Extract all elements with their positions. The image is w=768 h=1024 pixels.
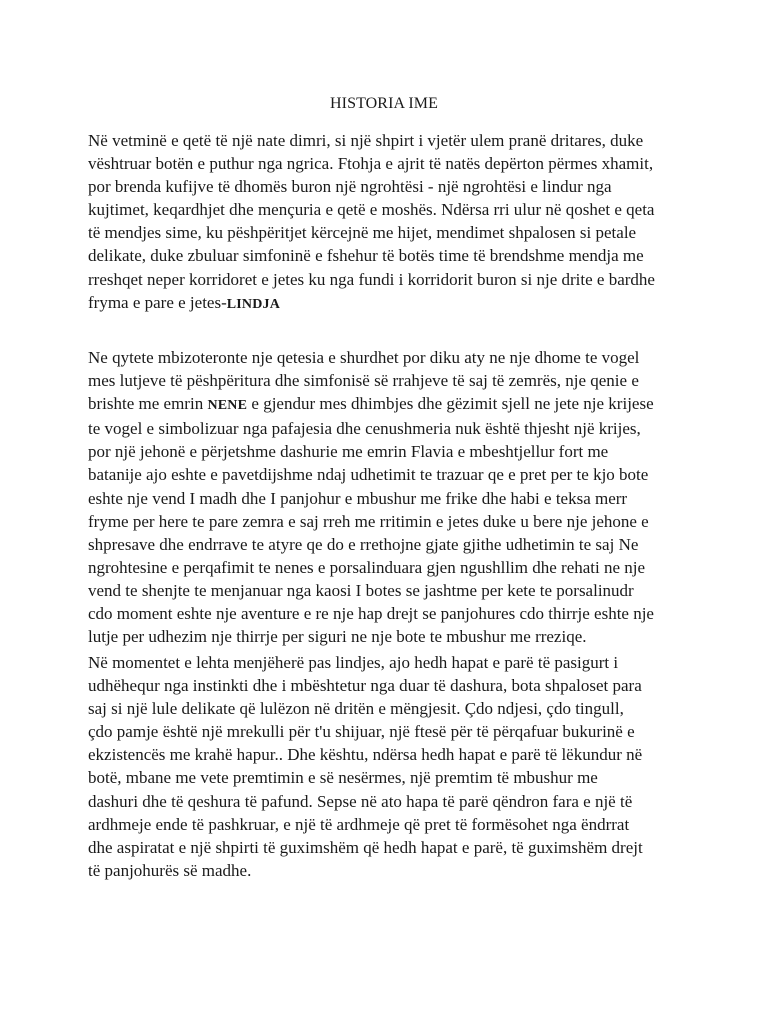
text-line: vështruar botën e puthur nga ngrica. Ftohja e ajrit të natës depërton përmes xhamit, (88, 154, 654, 174)
paragraph-3 (88, 651, 674, 882)
text-line: batanije ajo eshte e pavetdijshme ndaj udhetimit te trazuar qe e pret per te kjo bote (88, 465, 649, 485)
text-line: por brenda kufijve të dhomës buron një ngrohtësi - një ngrohtësi e lindur nga (88, 177, 612, 197)
text-line: fryme per here te pare zemra e saj rreh me rritimin e jetes duke u bere nje jehone e (88, 511, 649, 531)
text-line: mes lutjeve të pëshpëritura dhe simfonisë së rrahjeve të saj të zemrës, nje qenie e (88, 371, 639, 391)
text-line: delikate, duke zbuluar simfoninë e fshehur të botës time të brendshme mendja me (88, 246, 644, 266)
emphasis-nene: NENE (207, 398, 248, 414)
text-line: çdo pamje është një mrekulli për t'u shijuar, një ftesë për të përqafuar bukurinë e (88, 722, 635, 742)
text-line: Në vetminë e qetë të një nate dimri, si një shpirt i vjetër ulem pranë dritares, duke (88, 131, 644, 150)
text-line: të mendjes sime, ku pëshpëritjet kërcejnë me hijet, mendimet shpalosen si petale (88, 223, 637, 243)
text-line: ekzistencës me krahë hapur.. Dhe kështu, ndërsa hedh hapat e parë të lëkundur në (88, 745, 643, 765)
text-segment: fryma e pare e jetes- (88, 292, 227, 312)
text-line: udhëhequr nga instinkti dhe i mbështetur nga duar të dashura, bota shpaloset para (88, 676, 642, 696)
text-line: Në momentet e lehta menjëherë pas lindjes, ajo hedh hapat e parë të pasigurt i (88, 653, 619, 672)
paragraph-1 (88, 129, 674, 316)
text-line: por një jehonë e përjetshme dashurie me emrin Flavia e mbeshtjellur fort me (88, 442, 609, 462)
text-line: ardhmeje ende të pashkruar, e një të ardhmeje që pret të formësohet nga ëndrrat (88, 814, 630, 834)
text-line: Ne qytete mbizoteronte nje qetesia e shurdhet por diku aty ne nje dhome te vogel (88, 348, 640, 367)
text-line (88, 392, 674, 417)
text-line: saj si një lule delikate që lulëzon në dritën e mëngjesit. Çdo ndjesi, çdo tingull, (88, 699, 624, 719)
text-line: dhe aspiratat e një shpirti të guximshëm që hedh hapat e parë, të guximshëm drejt (88, 837, 643, 857)
text-segment: e gjendur mes dhimbjes dhe gëzimit sjell ne jete nje krijese (247, 394, 654, 414)
text-line: cdo moment eshte nje aventure e re nje hap drejt se panjohures cdo thirrje eshte nje (88, 604, 654, 624)
text-line: botë, mbane me vete premtimin e së nesërmes, një premtim të mbushur me (88, 768, 598, 788)
text-line: shpresave dhe endrrave te atyre qe do e rrethojne gjate gjithe udhetimin te saj Ne (88, 534, 639, 554)
emphasis-lindja: LINDJA (226, 296, 281, 312)
text-line: ngrohtesine e perqafimit te nenes e porsalinduara gjen ngushllim dhe rehati ne nje (88, 557, 646, 577)
text-segment: brishte me emrin (88, 394, 208, 414)
text-line: lutje per udhezim nje thirrje per siguri ne nje bote te mbushur me rreziqe. (88, 627, 587, 647)
text-line: dashuri dhe të qeshura të pafund. Sepse në ato hapa të parë qëndron fara e një të (88, 791, 633, 811)
text-line: eshte nje vend I madh dhe I panjohur e mbushur me frike dhe habi e teksa merr (88, 488, 628, 508)
text-line: kujtimet, keqardhjet dhe mençuria e qetë e moshës. Ndërsa rri ulur në qoshet e qeta (88, 200, 655, 220)
document-title: HISTORIA IME (329, 95, 439, 112)
text-line: te vogel e simbolizuar nga pafajesia dhe cenushmeria nuk është thjesht një krijes, (88, 419, 641, 439)
text-line (88, 291, 674, 316)
paragraph-2 (88, 346, 674, 648)
text-line: rreshqet neper korridoret e jetes ku nga fundi i korridorit buron si nje drite e bardhe (88, 269, 655, 289)
text-line: të panjohurës së madhe. (88, 860, 252, 880)
text-line: vend te shenjte te menjanuar nga kaosi I botes se jashtme per kete te porsalinudr (88, 580, 634, 600)
